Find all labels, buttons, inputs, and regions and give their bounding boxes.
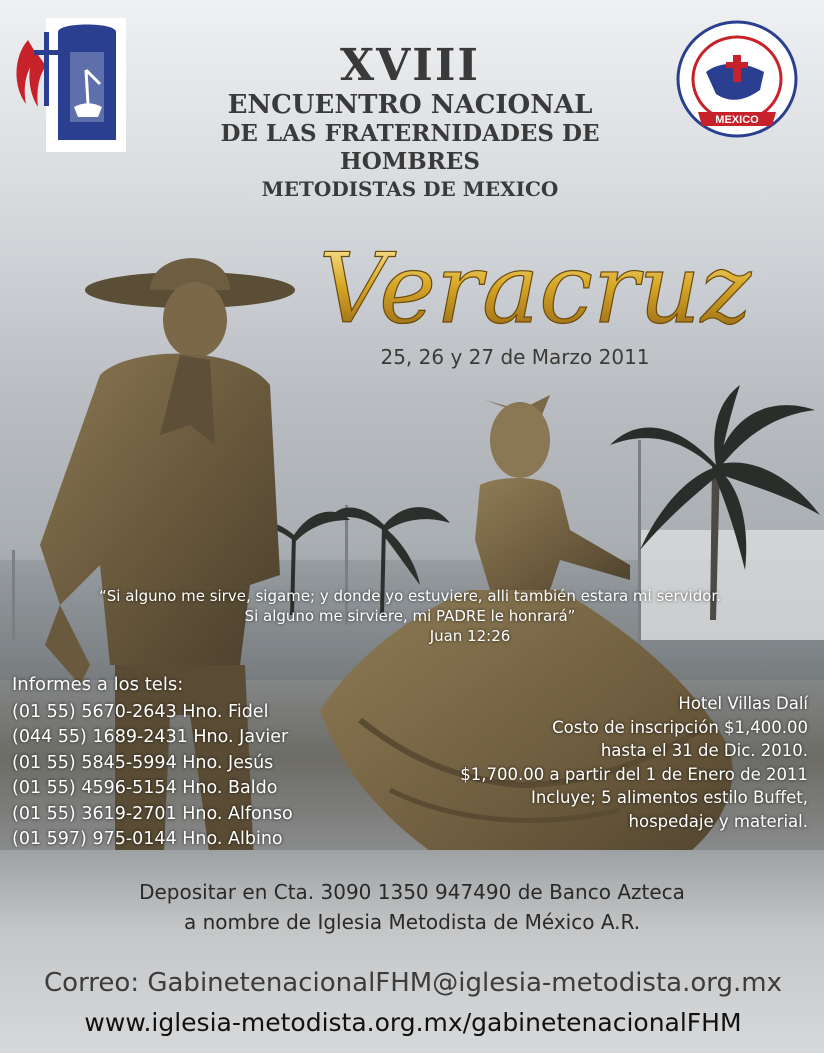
logo-mexico-text: MEXICO: [715, 114, 759, 126]
contact-item: (01 55) 5845-5994 Hno. Jesús: [12, 752, 274, 773]
deposit-line-1: Depositar en Cta. 3090 1350 947490 de Banco Azteca: [139, 880, 685, 904]
title-line-1: ENCUENTRO NACIONAL: [227, 90, 593, 120]
contact-item: (01 55) 4596-5154 Hno. Baldo: [12, 778, 278, 798]
info-line: $1,700.00 a partir del 1 de Enero de 2011: [460, 764, 808, 784]
contact-item: (01 55) 3619-2701 Hno. Alfonso: [12, 803, 293, 824]
edition-number: XVIII: [339, 40, 481, 91]
contact-item: (01 597) 975-0144 Hno. Albino: [12, 829, 283, 849]
iglesia-metodista-logo: [8, 12, 140, 156]
quote-reference: Juan 12:26: [429, 627, 511, 645]
city-name-veracruz: [285, 222, 785, 352]
contact-list: [12, 672, 352, 853]
city-name-text: Veracruz: [318, 233, 752, 345]
event-dates: 25, 26 y 27 de Marzo 2011: [380, 345, 650, 369]
bible-quote: [40, 586, 780, 646]
contact-item: (044 55) 1689-2431 Hno. Javier: [12, 727, 289, 747]
contact-item: (01 55) 5670-2643 Hno. Fidel: [12, 701, 269, 722]
contact-heading: Informes a los tels:: [12, 674, 184, 695]
info-line: Hotel Villas Dalí: [678, 694, 808, 713]
title-line-2: DE LAS FRATERNIDADES DE HOMBRES: [220, 120, 600, 175]
info-line: Costo de inscripción $1,400.00: [552, 717, 808, 737]
deposit-instructions: [40, 877, 784, 937]
quote-line-2: Si alguno me sirviere, mi PADRE le honrará”: [244, 607, 576, 625]
title-line-3: METODISTAS DE MEXICO: [261, 177, 559, 201]
registration-info: [408, 692, 808, 833]
website-link[interactable]: www.iglesia-metodista.org.mx/gabinetenacionalFHM: [84, 1008, 742, 1037]
event-title: [150, 42, 670, 202]
deposit-line-2: a nombre de Iglesia Metodista de México A.R.: [183, 910, 641, 934]
email-address[interactable]: Correo: GabinetenacionalFHM@iglesia-metodista.org.mx: [44, 968, 782, 998]
street-lamp: [12, 550, 15, 640]
info-line: hospedaje y material.: [628, 811, 808, 831]
hombres-metodistas-logo: [676, 20, 798, 138]
info-line: Incluye; 5 alimentos estilo Buffet,: [530, 788, 808, 807]
quote-line-1: “Si alguno me sirve, sigame; y donde yo estuviere, alli también estara mi servidor.: [99, 587, 721, 605]
info-line: hasta el 31 de Dic. 2010.: [600, 741, 808, 760]
